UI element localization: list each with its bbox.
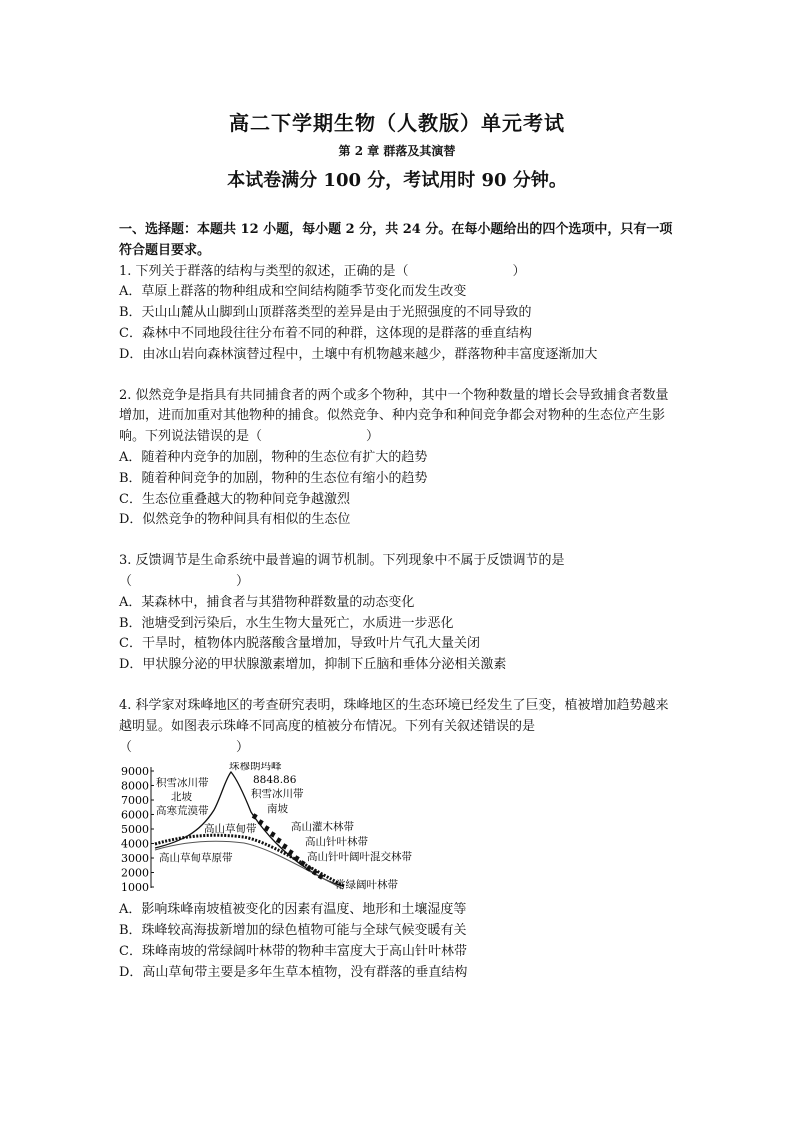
option-c: C．干旱时，植物体内脱落酸含量增加，导致叶片气孔大量关闭 bbox=[119, 636, 480, 652]
answer-blank: （ ） bbox=[119, 739, 250, 755]
height-label: 8848.86 bbox=[253, 774, 297, 787]
answer-blank: （ ） bbox=[119, 573, 250, 589]
y-tick-label: 7000 bbox=[121, 794, 149, 808]
question-1 bbox=[119, 262, 679, 366]
everest-vegetation-diagram bbox=[119, 762, 449, 894]
question-2 bbox=[119, 386, 679, 532]
peak-label: 珠穆朗玛峰 bbox=[229, 762, 282, 773]
option-a: A．影响珠峰南坡植被变化的因素有温度、地形和土壤湿度等 bbox=[119, 902, 467, 918]
conifer-label: 高山针叶林带 bbox=[305, 836, 368, 849]
option-b: B．池塘受到污染后，水生生物大量死亡，水质进一步恶化 bbox=[119, 615, 454, 631]
question-stem: 2. 似然竞争是指具有共同捕食者的两个或多个物种，其中一个物种数量的增长会导致捕食者数量增加，进而加重对其他物种的捕食。似然竞争、种内竞争和种间竞争都会对物种的生态位产生影响。下列说法错误的是（ ） bbox=[119, 387, 669, 445]
option-d: D．甲状腺分泌的甲状腺激素增加，抑制下丘脑和垂体分泌相关激素 bbox=[119, 657, 507, 673]
question-3 bbox=[119, 551, 679, 676]
option-a: A．随着种内竞争的加剧，物种的生态位有扩大的趋势 bbox=[119, 449, 428, 465]
score-note: 本试卷满分 100 分，考试用时 90 分钟。 bbox=[227, 170, 567, 191]
north-snow-label: 积雪冰川带 bbox=[156, 777, 209, 790]
everest-vegetation-figure bbox=[119, 762, 449, 894]
question-stem: 4. 科学家对珠峰地区的考查研究表明，珠峰地区的生态环境已经发生了巨变，植被增加趋势越来越明显。如图表示珠峰不同高度的植被分布情况。下列有关叙述错误的是 bbox=[119, 697, 669, 734]
option-c: C．森林中不同地段往往分布着不同的种群，这体现的是群落的垂直结构 bbox=[119, 325, 532, 341]
chapter-subtitle: 第 2 章 群落及其演替 bbox=[338, 144, 456, 158]
alpine-shrub-label: 高山灌木林带 bbox=[291, 821, 354, 834]
option-a: A．某森林中，捕食者与其猎物种群数量的动态变化 bbox=[119, 594, 415, 610]
option-d: D．似然竞争的物种间具有相似的生态位 bbox=[119, 512, 351, 528]
mixed-forest-label: 高山针叶阔叶混交林带 bbox=[307, 851, 412, 864]
y-tick-label: 1000 bbox=[121, 881, 149, 895]
exam-title: 高二下学期生物（人教版）单元考试 bbox=[229, 111, 565, 135]
y-tick-label: 8000 bbox=[121, 779, 149, 793]
option-d: D．由冰山岩向森林演替过程中，土壤中有机物越来越少，群落物种丰富度逐渐加大 bbox=[119, 346, 598, 362]
alpine-steppe-label: 高山草甸草原带 bbox=[159, 852, 233, 865]
option-b: B．珠峰较高海拔新增加的绿色植物可能与全球气候变暖有关 bbox=[119, 923, 467, 939]
south-snow-label: 积雪冰川带 bbox=[251, 788, 304, 801]
section-heading: 一、选择题：本题共 12 小题，每小题 2 分，共 24 分。在每小题给出的四个选项中，只有一项符合题目要求。 bbox=[119, 222, 673, 258]
north-slope-label: 北坡 bbox=[171, 791, 192, 804]
option-c: C．生态位重叠越大的物种间竞争越激烈 bbox=[119, 491, 350, 507]
south-slope-label: 南坡 bbox=[267, 803, 288, 816]
question-4 bbox=[119, 696, 679, 984]
exam-content bbox=[119, 220, 679, 984]
option-c: C．珠峰南坡的常绿阔叶林带的物种丰富度大于高山针叶林带 bbox=[119, 943, 467, 959]
y-tick-label: 6000 bbox=[121, 808, 149, 822]
option-d: D．高山草甸带主要是多年生草本植物，没有群落的垂直结构 bbox=[119, 964, 468, 980]
option-b: B．随着种间竞争的加剧，物种的生态位有缩小的趋势 bbox=[119, 470, 428, 486]
evergreen-label: 常绿阔叶林带 bbox=[335, 879, 398, 892]
y-tick-label: 9000 bbox=[121, 765, 149, 779]
y-tick-label: 3000 bbox=[121, 852, 149, 866]
option-b: B．天山山麓从山脚到山顶群落类型的差异是由于光照强度的不同导致的 bbox=[119, 305, 532, 321]
question-stem: 1. 下列关于群落的结构与类型的叙述，正确的是（ ） bbox=[119, 263, 526, 279]
cold-desert-label: 高寒荒漠带 bbox=[156, 805, 209, 818]
y-tick-labels bbox=[121, 765, 149, 894]
question-stem: 3. 反馈调节是生命系统中最普遍的调节机制。下列现象中不属于反馈调节的是 bbox=[119, 553, 565, 569]
y-tick-label: 4000 bbox=[121, 837, 149, 851]
y-tick-label: 5000 bbox=[121, 823, 149, 837]
option-a: A．草原上群落的物种组成和空间结构随季节变化而发生改变 bbox=[119, 284, 467, 300]
ground-line bbox=[155, 842, 343, 890]
diagram-labels bbox=[156, 762, 412, 891]
y-tick-label: 2000 bbox=[121, 866, 149, 880]
alpine-meadow-label: 高山草甸带 bbox=[204, 823, 257, 836]
